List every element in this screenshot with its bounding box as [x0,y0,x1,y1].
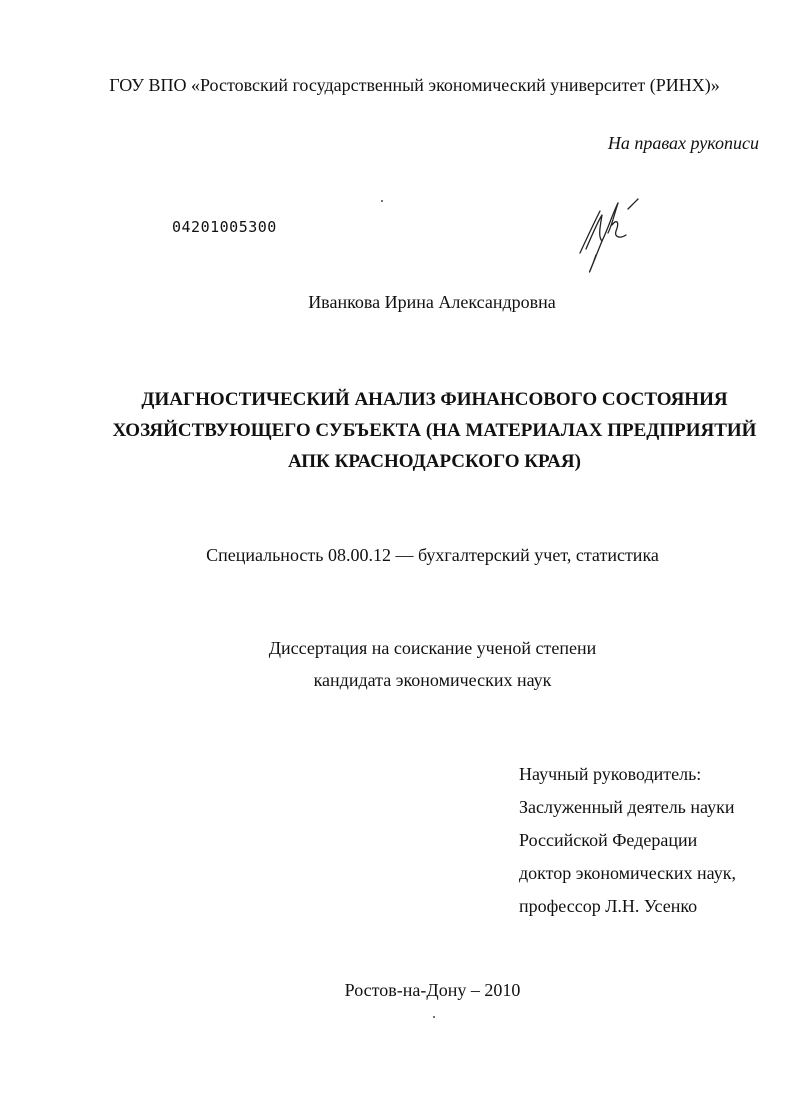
degree-line: Диссертация на соискание ученой степени [268,638,597,658]
title-line: ДИАГНОСТИЧЕСКИЙ АНАЛИЗ ФИНАНСОВОГО СОСТОЯНИЯ [141,389,728,410]
author-name: Иванкова Ирина Александровна [308,292,556,312]
scan-speck [381,200,383,202]
degree-line: кандидата экономических наук [313,670,552,690]
title-line: АПК КРАСНОДАРСКОГО КРАЯ) [288,451,581,472]
registration-number: 04201005300 [172,218,277,236]
scan-speck [433,1016,435,1018]
degree-statement [0,632,799,696]
institution-name: ГОУ ВПО «Ростовский государственный экономический университет (РИНХ)» [109,75,720,95]
specialty-line: Специальность 08.00.12 — бухгалтерский учет, статистика [206,545,659,565]
signature-icon [572,185,662,275]
supervisor-line: Российской Федерации [519,830,698,850]
manuscript-rights-note: На правах рукописи [607,133,759,153]
supervisor-line: Заслуженный деятель науки [519,797,735,817]
supervisor-line: Научный руководитель: [519,764,702,784]
dissertation-title [0,384,799,477]
title-line: ХОЗЯЙСТВУЮЩЕГО СУБЪЕКТА (НА МАТЕРИАЛАХ ПРЕДПРИЯТИЙ [112,420,757,441]
supervisor-line: профессор Л.Н. Усенко [519,896,698,916]
city-year: Ростов-на-Дону – 2010 [344,980,521,1000]
supervisor-line: доктор экономических наук, [519,863,736,883]
supervisor-block [519,758,736,923]
